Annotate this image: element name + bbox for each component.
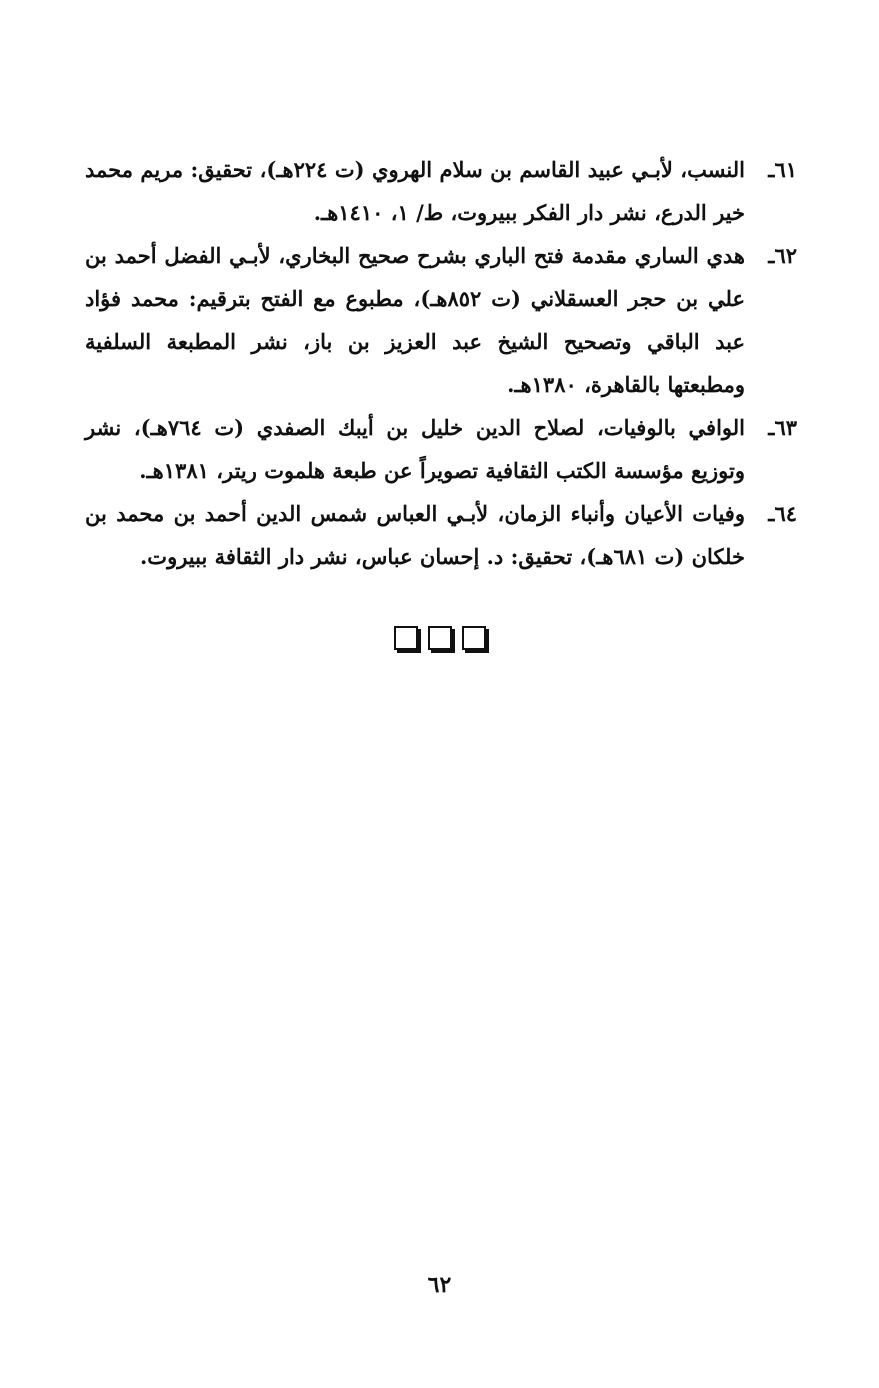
reference-text: وفيات الأعيان وأنباء الزمان، لأبـي العباس شمس الدين أحمد بن محمد بن خلكان (ت ٦٨١هـ)، تحقيق: د. إحسان عباس، نشر دار الثقافة ببيروت. (85, 501, 745, 569)
reference-item (85, 234, 797, 406)
reference-text: الوافي بالوفيات، لصلاح الدين خليل بن أيبك الصفدي (ت ٧٦٤هـ)، نشر وتوزيع مؤسسة الكتب الثقافية تصويراً عن طبعة هلموت ريتر، ١٣٨١هـ. (85, 415, 745, 483)
square-box-icon (428, 626, 452, 650)
reference-item (85, 148, 797, 234)
reference-item (85, 492, 797, 578)
reference-number: ٦٣ـ (768, 415, 797, 440)
section-end-marks (0, 626, 879, 650)
reference-item (85, 406, 797, 492)
square-box-icon (394, 626, 418, 650)
reference-number: ٦١ـ (768, 157, 797, 182)
square-box-icon (462, 626, 486, 650)
references-list (85, 148, 797, 578)
page-number: ٦٢ (427, 1272, 452, 1298)
reference-text: هدي الساري مقدمة فتح الباري بشرح صحيح البخاري، لأبـي الفضل أحمد بن علي بن حجر العسقلاني (ت ٨٥٢هـ)، مطبوع مع الفتح بترقيم: محمد فؤاد عبد الباقي وتصحيح الشيخ عبد العزيز بن باز، نشر المطبعة السلفية ومطبعتها بالقاهرة، ١٣٨٠هـ. (85, 243, 745, 397)
reference-number: ٦٤ـ (768, 501, 797, 526)
reference-number: ٦٢ـ (768, 243, 797, 268)
reference-text: النسب، لأبـي عبيد القاسم بن سلام الهروي (ت ٢٢٤هـ)، تحقيق: مريم محمد خير الدرع، نشر دار الفكر ببيروت، ط/ ١، ١٤١٠هـ. (85, 157, 746, 225)
